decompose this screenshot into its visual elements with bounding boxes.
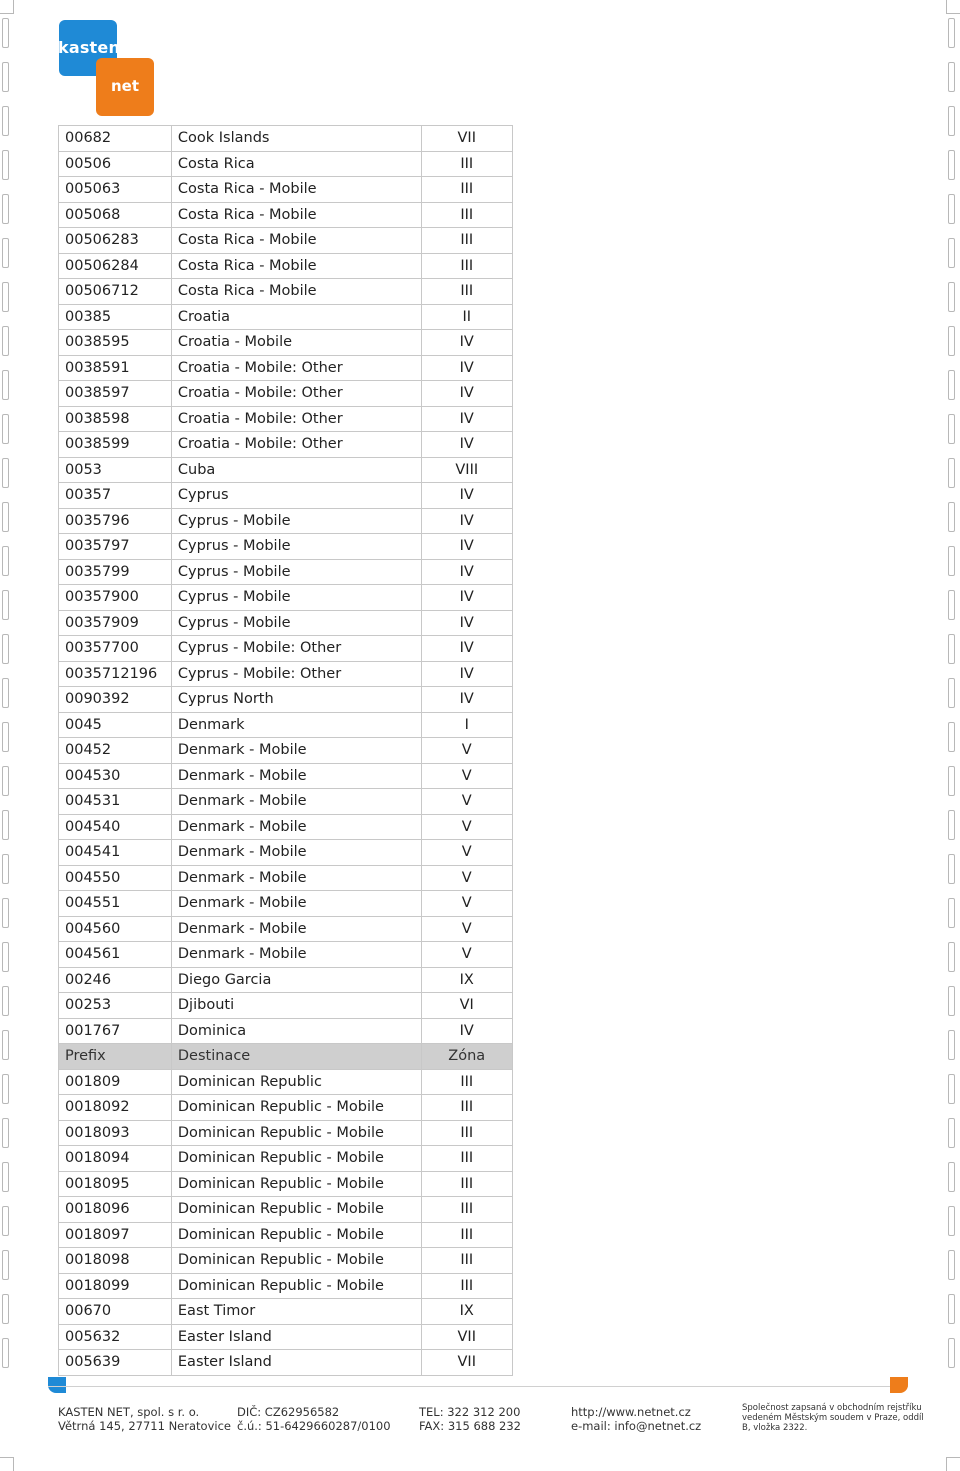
perforation-hole <box>2 898 9 928</box>
zone-cell: IV <box>421 687 513 713</box>
zone-cell: V <box>421 916 513 942</box>
prefix-cell: 0035797 <box>59 534 172 560</box>
destination-cell: Cyprus - Mobile <box>171 534 421 560</box>
destination-cell: Denmark - Mobile <box>171 789 421 815</box>
perforation-hole <box>948 370 955 400</box>
zone-cell: III <box>421 1069 513 1095</box>
prefix-cell: 00357700 <box>59 636 172 662</box>
perforation-hole <box>948 18 955 48</box>
prefix-cell: 00357909 <box>59 610 172 636</box>
perforation-hole <box>948 502 955 532</box>
zone-cell: IX <box>421 1299 513 1325</box>
table-row <box>59 457 513 483</box>
zone-cell: V <box>421 840 513 866</box>
zone-cell: III <box>421 1222 513 1248</box>
zone-cell: IX <box>421 967 513 993</box>
footer-registry-line-2: vedeném Městským soudem v Praze, oddíl <box>742 1413 924 1423</box>
perforation-hole <box>948 986 955 1016</box>
table-row <box>59 228 513 254</box>
zone-cell: IV <box>421 636 513 662</box>
table-row <box>59 381 513 407</box>
table-row <box>59 865 513 891</box>
prefix-cell: 0018092 <box>59 1095 172 1121</box>
perforation-hole <box>948 414 955 444</box>
table-row <box>59 202 513 228</box>
zone-cell: IV <box>421 585 513 611</box>
destination-cell: Dominican Republic - Mobile <box>171 1146 421 1172</box>
perforation-hole <box>948 1206 955 1236</box>
perforation-hole <box>2 678 9 708</box>
destination-cell: Denmark - Mobile <box>171 916 421 942</box>
perforation-hole <box>2 62 9 92</box>
perforation-right <box>948 18 958 1382</box>
destination-cell: Costa Rica - Mobile <box>171 228 421 254</box>
perforation-hole <box>2 942 9 972</box>
prefix-cell: 0035796 <box>59 508 172 534</box>
zone-cell: III <box>421 228 513 254</box>
prefix-cell: 00385 <box>59 304 172 330</box>
prefix-cell: Prefix <box>59 1044 172 1070</box>
perforation-hole <box>948 678 955 708</box>
perforation-hole <box>2 810 9 840</box>
perforation-hole <box>948 150 955 180</box>
zone-cell: IV <box>421 355 513 381</box>
zone-cell: III <box>421 177 513 203</box>
perforation-hole <box>2 634 9 664</box>
zone-cell: VIII <box>421 457 513 483</box>
zone-cell: IV <box>421 661 513 687</box>
table-row <box>59 1120 513 1146</box>
prefix-cell: 0053 <box>59 457 172 483</box>
zone-cell: III <box>421 1197 513 1223</box>
destination-cell: Cyprus - Mobile: Other <box>171 636 421 662</box>
prefix-cell: 005639 <box>59 1350 172 1376</box>
table-row <box>59 559 513 585</box>
destination-cell: Denmark - Mobile <box>171 865 421 891</box>
perforation-hole <box>948 326 955 356</box>
corner-mark-bottom-left <box>0 1457 14 1471</box>
table-row <box>59 1324 513 1350</box>
footer-phone-block <box>419 1405 521 1433</box>
table-row <box>59 636 513 662</box>
table-row <box>59 763 513 789</box>
zone-cell: II <box>421 304 513 330</box>
rates-table <box>58 125 513 1376</box>
perforation-hole <box>2 18 9 48</box>
footer-registry-line-3: B, vložka 2322. <box>742 1423 808 1433</box>
table-row <box>59 916 513 942</box>
kastennet-logo <box>58 20 154 116</box>
footer-company-block <box>58 1405 231 1433</box>
zone-cell: I <box>421 712 513 738</box>
table-row <box>59 279 513 305</box>
table-row <box>59 1018 513 1044</box>
prefix-cell: 00357 <box>59 483 172 509</box>
corner-mark-bottom-right <box>946 1457 960 1471</box>
table-row <box>59 432 513 458</box>
table-row <box>59 814 513 840</box>
prefix-cell: 0018098 <box>59 1248 172 1274</box>
zone-cell: VII <box>421 126 513 152</box>
destination-cell: Denmark - Mobile <box>171 738 421 764</box>
perforation-hole <box>948 854 955 884</box>
table-row <box>59 840 513 866</box>
footer-registry-block <box>742 1403 924 1433</box>
table-row <box>59 151 513 177</box>
zone-cell: III <box>421 1146 513 1172</box>
footer-orange-marker <box>890 1377 908 1393</box>
zone-cell: III <box>421 202 513 228</box>
table-row <box>59 1248 513 1274</box>
table-row <box>59 1222 513 1248</box>
perforation-hole <box>2 194 9 224</box>
prefix-cell: 0038595 <box>59 330 172 356</box>
perforation-hole <box>948 810 955 840</box>
perforation-hole <box>948 1338 955 1368</box>
table-row <box>59 1146 513 1172</box>
destination-cell: Destinace <box>171 1044 421 1070</box>
perforation-hole <box>948 546 955 576</box>
perforation-hole <box>2 1118 9 1148</box>
destination-cell: Cyprus - Mobile <box>171 610 421 636</box>
zone-cell: IV <box>421 406 513 432</box>
table-row <box>59 610 513 636</box>
destination-cell: Denmark - Mobile <box>171 763 421 789</box>
destination-cell: Cook Islands <box>171 126 421 152</box>
perforation-hole <box>2 722 9 752</box>
destination-cell: Djibouti <box>171 993 421 1019</box>
destination-cell: Croatia - Mobile <box>171 330 421 356</box>
prefix-cell: 00357900 <box>59 585 172 611</box>
prefix-cell: 00452 <box>59 738 172 764</box>
perforation-hole <box>2 326 9 356</box>
prefix-cell: 0035799 <box>59 559 172 585</box>
prefix-cell: 00246 <box>59 967 172 993</box>
destination-cell: Croatia - Mobile: Other <box>171 381 421 407</box>
perforation-hole <box>948 590 955 620</box>
destination-cell: East Timor <box>171 1299 421 1325</box>
perforation-hole <box>2 282 9 312</box>
zone-cell: VI <box>421 993 513 1019</box>
destination-cell: Costa Rica - Mobile <box>171 202 421 228</box>
destination-cell: Cyprus <box>171 483 421 509</box>
perforation-hole <box>948 1030 955 1060</box>
perforation-hole <box>2 986 9 1016</box>
table-row <box>59 508 513 534</box>
perforation-hole <box>948 1162 955 1192</box>
destination-cell: Cyprus - Mobile: Other <box>171 661 421 687</box>
footer-registry-line-1: Společnost zapsaná v obchodním rejstříku <box>742 1403 922 1413</box>
destination-cell: Dominican Republic - Mobile <box>171 1248 421 1274</box>
footer-email-link[interactable]: e-mail: info@netnet.cz <box>571 1419 702 1433</box>
footer-web-link[interactable]: http://www.netnet.cz <box>571 1405 691 1419</box>
table-row <box>59 330 513 356</box>
footer-dic: DIČ: CZ62956582 <box>237 1405 340 1419</box>
prefix-cell: 004540 <box>59 814 172 840</box>
prefix-cell: 0038597 <box>59 381 172 407</box>
perforation-hole <box>948 194 955 224</box>
footer-address: Větrná 145, 27711 Neratovice <box>58 1419 231 1433</box>
prefix-cell: 004561 <box>59 942 172 968</box>
perforation-hole <box>948 238 955 268</box>
zone-cell: III <box>421 1120 513 1146</box>
table-row <box>59 126 513 152</box>
table-row <box>59 1095 513 1121</box>
perforation-hole <box>948 898 955 928</box>
zone-cell: IV <box>421 381 513 407</box>
zone-cell: III <box>421 1171 513 1197</box>
prefix-cell: 00670 <box>59 1299 172 1325</box>
prefix-cell: 0038591 <box>59 355 172 381</box>
destination-cell: Dominican Republic - Mobile <box>171 1120 421 1146</box>
zone-cell: IV <box>421 610 513 636</box>
perforation-hole <box>2 1338 9 1368</box>
destination-cell: Costa Rica <box>171 151 421 177</box>
destination-cell: Cyprus - Mobile <box>171 585 421 611</box>
destination-cell: Costa Rica - Mobile <box>171 279 421 305</box>
footer-divider <box>48 1386 908 1387</box>
table-row <box>59 585 513 611</box>
prefix-cell: 00506284 <box>59 253 172 279</box>
table-row <box>59 483 513 509</box>
zone-cell: IV <box>421 559 513 585</box>
destination-cell: Denmark - Mobile <box>171 942 421 968</box>
destination-cell: Cyprus North <box>171 687 421 713</box>
prefix-cell: 0018099 <box>59 1273 172 1299</box>
destination-cell: Dominican Republic - Mobile <box>171 1095 421 1121</box>
table-row <box>59 1171 513 1197</box>
perforation-hole <box>2 546 9 576</box>
prefix-cell: 0018097 <box>59 1222 172 1248</box>
prefix-cell: 004541 <box>59 840 172 866</box>
perforation-hole <box>2 590 9 620</box>
zone-cell: IV <box>421 534 513 560</box>
corner-mark-top-left <box>0 0 14 14</box>
perforation-hole <box>948 942 955 972</box>
perforation-hole <box>2 1206 9 1236</box>
prefix-cell: 004531 <box>59 789 172 815</box>
prefix-cell: 00682 <box>59 126 172 152</box>
prefix-cell: 005063 <box>59 177 172 203</box>
perforation-hole <box>2 854 9 884</box>
table-row <box>59 1197 513 1223</box>
prefix-cell: 004560 <box>59 916 172 942</box>
perforation-hole <box>948 634 955 664</box>
table-row <box>59 355 513 381</box>
destination-cell: Cuba <box>171 457 421 483</box>
zone-cell: V <box>421 789 513 815</box>
prefix-cell: 0090392 <box>59 687 172 713</box>
table-row <box>59 687 513 713</box>
table-row <box>59 1350 513 1376</box>
zone-cell: V <box>421 814 513 840</box>
table-row <box>59 406 513 432</box>
zone-cell: III <box>421 1095 513 1121</box>
table-row <box>59 661 513 687</box>
destination-cell: Easter Island <box>171 1324 421 1350</box>
perforation-hole <box>2 238 9 268</box>
footer-blue-marker <box>48 1377 66 1393</box>
zone-cell: III <box>421 1273 513 1299</box>
footer-account: č.ú.: 51-6429660287/0100 <box>237 1419 391 1433</box>
perforation-hole <box>2 150 9 180</box>
table-header-row <box>59 1044 513 1070</box>
perforation-hole <box>2 106 9 136</box>
perforation-hole <box>948 1250 955 1280</box>
perforation-hole <box>948 282 955 312</box>
destination-cell: Denmark - Mobile <box>171 840 421 866</box>
destination-cell: Denmark <box>171 712 421 738</box>
zone-cell: III <box>421 279 513 305</box>
prefix-cell: 004551 <box>59 891 172 917</box>
perforation-hole <box>948 62 955 92</box>
prefix-cell: 0038598 <box>59 406 172 432</box>
destination-cell: Dominican Republic - Mobile <box>171 1171 421 1197</box>
prefix-cell: 001767 <box>59 1018 172 1044</box>
table-row <box>59 712 513 738</box>
table-row <box>59 253 513 279</box>
zone-cell: IV <box>421 508 513 534</box>
zone-cell: V <box>421 865 513 891</box>
prefix-cell: 001809 <box>59 1069 172 1095</box>
zone-cell: Zóna <box>421 1044 513 1070</box>
perforation-left <box>2 18 12 1382</box>
destination-cell: Cyprus - Mobile <box>171 508 421 534</box>
prefix-cell: 00253 <box>59 993 172 1019</box>
zone-cell: V <box>421 942 513 968</box>
table-row <box>59 942 513 968</box>
prefix-cell: 0038599 <box>59 432 172 458</box>
footer-tel: TEL: 322 312 200 <box>419 1405 521 1419</box>
destination-cell: Cyprus - Mobile <box>171 559 421 585</box>
prefix-cell: 005068 <box>59 202 172 228</box>
prefix-cell: 0035712196 <box>59 661 172 687</box>
table-row <box>59 1299 513 1325</box>
zone-cell: VII <box>421 1350 513 1376</box>
table-row <box>59 891 513 917</box>
prefix-cell: 005632 <box>59 1324 172 1350</box>
zone-cell: V <box>421 763 513 789</box>
table-row <box>59 304 513 330</box>
destination-cell: Diego Garcia <box>171 967 421 993</box>
prefix-cell: 0018096 <box>59 1197 172 1223</box>
destination-cell: Croatia <box>171 304 421 330</box>
footer-tax-block <box>237 1405 391 1433</box>
prefix-cell: 0018094 <box>59 1146 172 1172</box>
perforation-hole <box>948 722 955 752</box>
zone-cell: III <box>421 253 513 279</box>
table-row <box>59 993 513 1019</box>
perforation-hole <box>2 502 9 532</box>
zone-cell: IV <box>421 1018 513 1044</box>
destination-cell: Dominica <box>171 1018 421 1044</box>
perforation-hole <box>2 1250 9 1280</box>
zone-cell: IV <box>421 483 513 509</box>
perforation-hole <box>948 458 955 488</box>
destination-cell: Costa Rica - Mobile <box>171 253 421 279</box>
destination-cell: Dominican Republic - Mobile <box>171 1197 421 1223</box>
prefix-cell: 00506 <box>59 151 172 177</box>
table-row <box>59 738 513 764</box>
zone-cell: III <box>421 1248 513 1274</box>
footer-company-name: KASTEN NET, spol. s r. o. <box>58 1405 200 1419</box>
destination-cell: Denmark - Mobile <box>171 891 421 917</box>
destination-cell: Dominican Republic <box>171 1069 421 1095</box>
logo-text-kasten: kasten <box>58 38 121 57</box>
destination-cell: Croatia - Mobile: Other <box>171 432 421 458</box>
destination-cell: Costa Rica - Mobile <box>171 177 421 203</box>
perforation-hole <box>948 766 955 796</box>
destination-cell: Croatia - Mobile: Other <box>171 355 421 381</box>
prefix-cell: 00506712 <box>59 279 172 305</box>
perforation-hole <box>2 766 9 796</box>
prefix-cell: 0018095 <box>59 1171 172 1197</box>
table-row <box>59 534 513 560</box>
footer-web-block <box>571 1405 701 1433</box>
zone-cell: V <box>421 738 513 764</box>
destination-cell: Denmark - Mobile <box>171 814 421 840</box>
table-row <box>59 1273 513 1299</box>
logo-text-net: net <box>111 77 140 95</box>
footer-fax: FAX: 315 688 232 <box>419 1419 521 1433</box>
destination-cell: Easter Island <box>171 1350 421 1376</box>
destination-cell: Croatia - Mobile: Other <box>171 406 421 432</box>
rates-table-body <box>59 126 513 1376</box>
perforation-hole <box>2 370 9 400</box>
zone-cell: IV <box>421 330 513 356</box>
perforation-hole <box>2 1294 9 1324</box>
table-row <box>59 967 513 993</box>
prefix-cell: 004530 <box>59 763 172 789</box>
perforation-hole <box>948 1118 955 1148</box>
zone-cell: V <box>421 891 513 917</box>
prefix-cell: 00506283 <box>59 228 172 254</box>
perforation-hole <box>2 414 9 444</box>
destination-cell: Dominican Republic - Mobile <box>171 1222 421 1248</box>
perforation-hole <box>2 458 9 488</box>
zone-cell: III <box>421 151 513 177</box>
prefix-cell: 0045 <box>59 712 172 738</box>
zone-cell: VII <box>421 1324 513 1350</box>
perforation-hole <box>948 1294 955 1324</box>
table-row <box>59 789 513 815</box>
corner-mark-top-right <box>946 0 960 14</box>
perforation-hole <box>2 1162 9 1192</box>
table-row <box>59 1069 513 1095</box>
perforation-hole <box>2 1074 9 1104</box>
perforation-hole <box>948 1074 955 1104</box>
perforation-hole <box>2 1030 9 1060</box>
prefix-cell: 004550 <box>59 865 172 891</box>
zone-cell: IV <box>421 432 513 458</box>
perforation-hole <box>948 106 955 136</box>
prefix-cell: 0018093 <box>59 1120 172 1146</box>
table-row <box>59 177 513 203</box>
destination-cell: Dominican Republic - Mobile <box>171 1273 421 1299</box>
